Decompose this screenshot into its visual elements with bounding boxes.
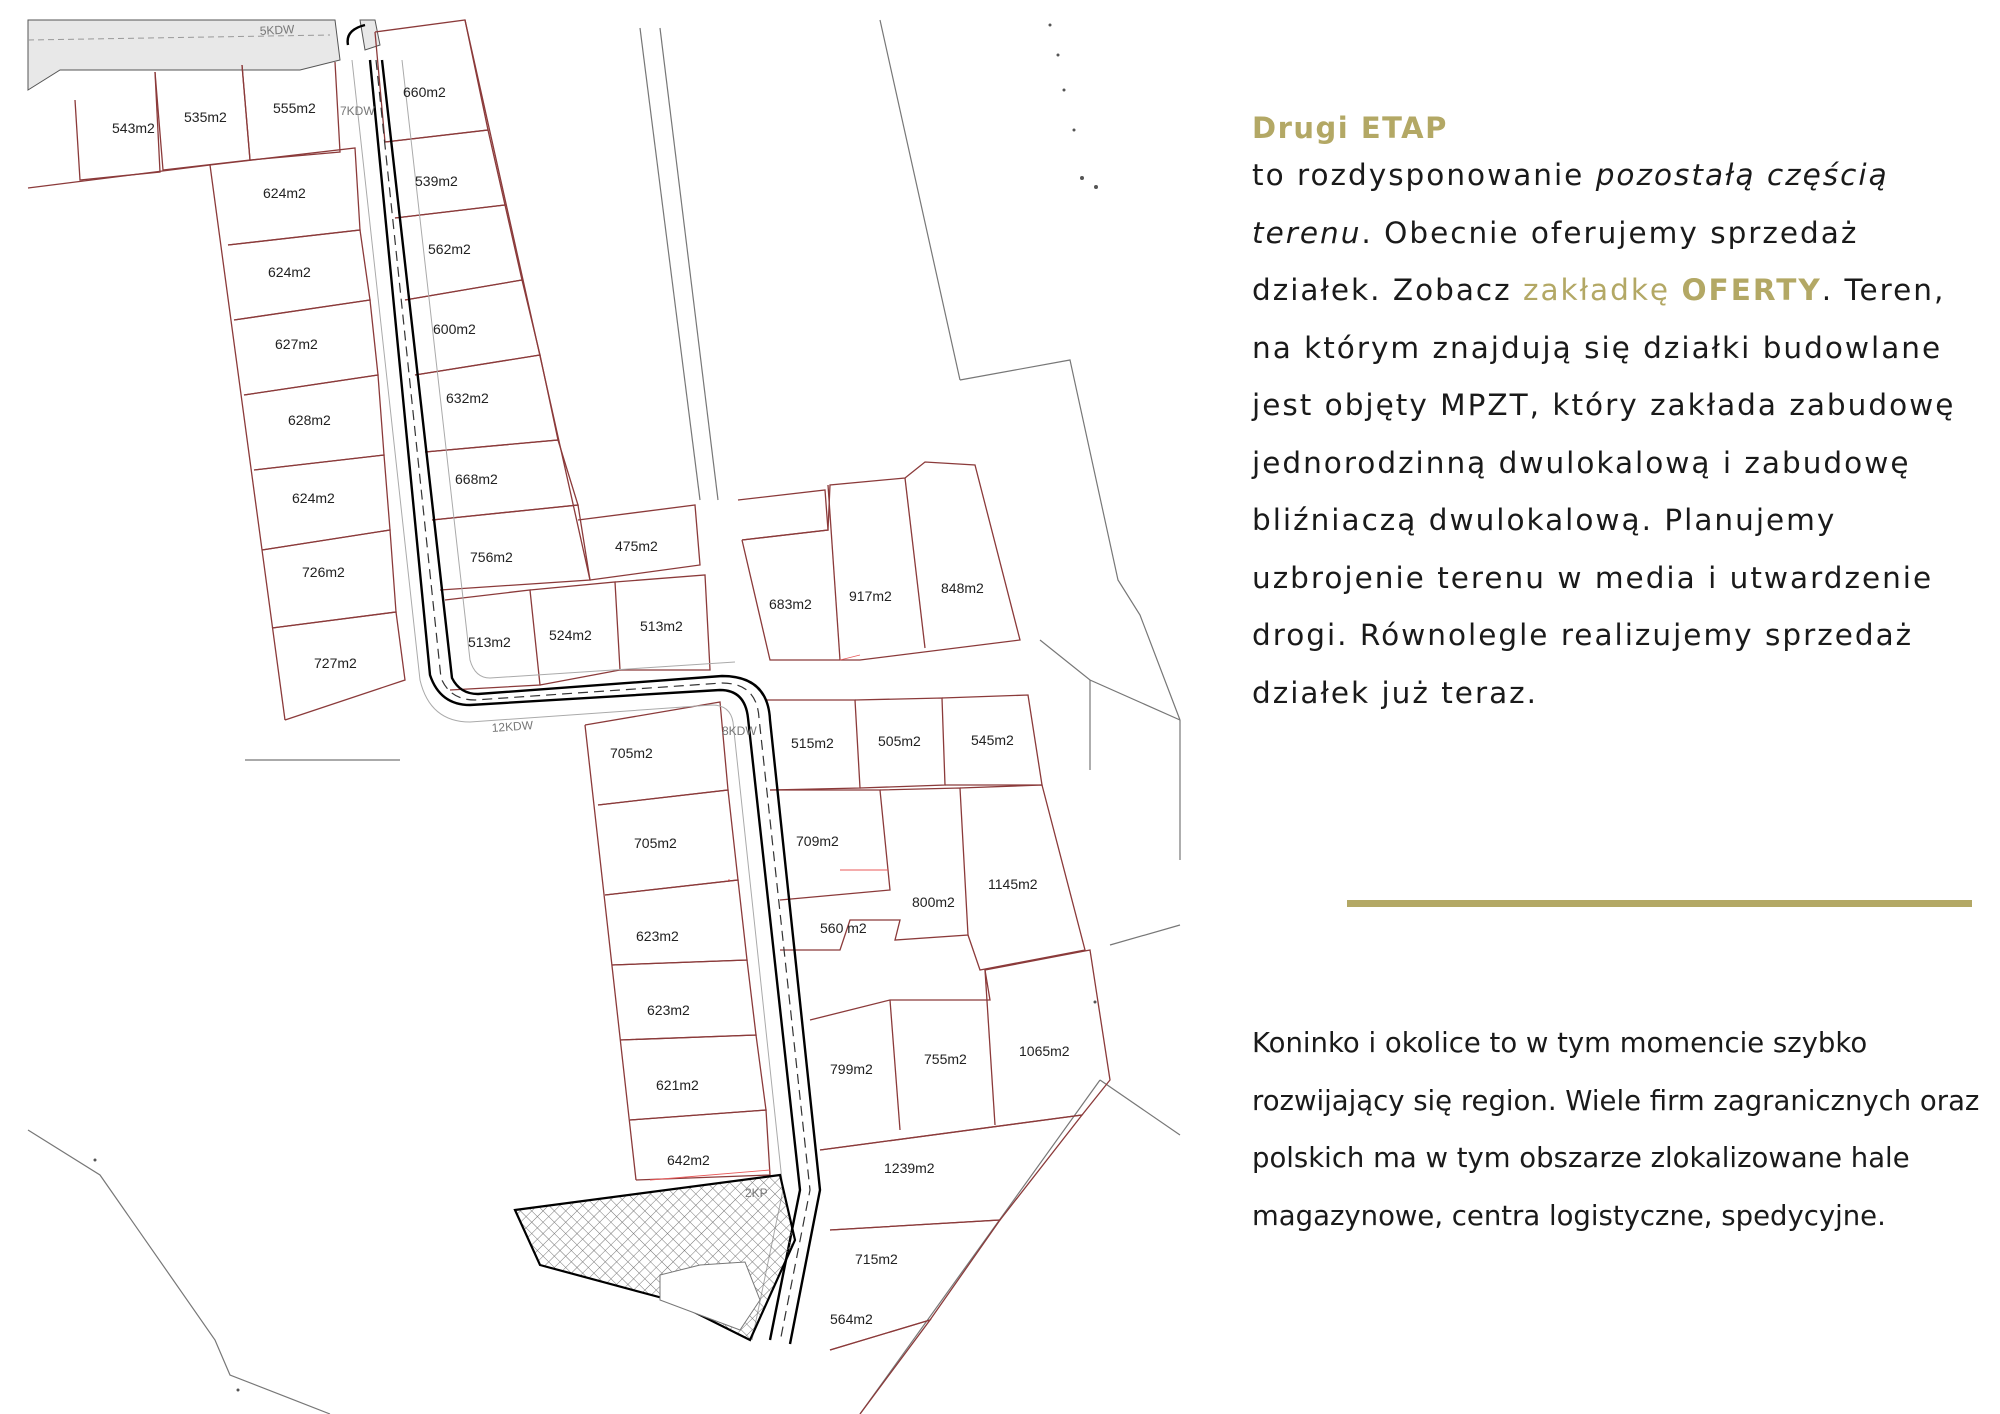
plot-label: 848m2 xyxy=(941,580,984,596)
road-label-12kdw: 12KDW xyxy=(491,718,534,735)
internal-roads xyxy=(348,25,820,1344)
stage-description xyxy=(1252,147,1992,722)
map-dots xyxy=(94,24,1099,1392)
road-label-2kp: 2KP xyxy=(745,1186,768,1200)
plot-label: 715m2 xyxy=(855,1251,898,1267)
plot-label: 535m2 xyxy=(184,109,227,125)
plot-label: 727m2 xyxy=(314,655,357,671)
road-label-5kdw: 5KDW xyxy=(259,22,295,38)
plot-label: 623m2 xyxy=(647,1002,690,1018)
plot-label: 800m2 xyxy=(912,894,955,910)
plot-label: 475m2 xyxy=(615,538,658,554)
plot-label: 628m2 xyxy=(288,412,331,428)
para1-part-a: to rozdysponowanie xyxy=(1252,158,1596,192)
plot-label: 642m2 xyxy=(667,1152,710,1168)
offers-tab-link[interactable]: zakładkę xyxy=(1523,273,1671,307)
plot-label: 621m2 xyxy=(656,1077,699,1093)
section-heading: Drugi ETAP xyxy=(1252,111,1448,145)
plot-label: 756m2 xyxy=(470,549,513,565)
plot-label: 917m2 xyxy=(849,588,892,604)
plot-label: 705m2 xyxy=(610,745,653,761)
plot-label: 755m2 xyxy=(924,1051,967,1067)
offers-link-bold[interactable]: OFERTY xyxy=(1681,273,1822,307)
plot-labels xyxy=(112,84,1070,1327)
plot-label: 632m2 xyxy=(446,390,489,406)
region-description: Koninko i okolice to w tym momencie szybko rozwijający się region. Wiele firm zagranicznych oraz polskich ma w tym obszarze zlokalizowane hale magazynowe, centra logistyczne, spedycyjne. xyxy=(1252,1027,1980,1232)
plot-label: 513m2 xyxy=(640,618,683,634)
plot-label: 623m2 xyxy=(636,928,679,944)
plot-label: 562m2 xyxy=(428,241,471,257)
plot-label: 1145m2 xyxy=(988,876,1038,892)
plot-label: 799m2 xyxy=(830,1061,873,1077)
plot-label: 1065m2 xyxy=(1019,1043,1070,1059)
plot-label: 624m2 xyxy=(292,490,335,506)
plot-label: 624m2 xyxy=(268,264,311,280)
top-road xyxy=(28,20,380,90)
offers-link-space xyxy=(1670,273,1681,307)
plot-label: 564m2 xyxy=(830,1311,873,1327)
plot-label: 709m2 xyxy=(796,833,839,849)
plot-label: 555m2 xyxy=(273,100,316,116)
plot-label: 543m2 xyxy=(112,120,155,136)
para1-part-b: . Obecnie oferujemy sprzedaż działek. Zobacz xyxy=(1252,215,1859,307)
section-divider xyxy=(1347,900,1972,907)
plot-label: 668m2 xyxy=(455,471,498,487)
para1-part-c: . Teren, na którym znajdują się działki budowlane jest objęty MPZT, który zakłada zabudowę jednorodzinną dwulokalową i zabudowę bliźniaczą dwulokalową. Planujemy uzbrojenie terenu w media i utwardzenie drogi. Równolegle realizujemy sprzedaż działek już teraz. xyxy=(1252,273,1956,710)
plot-label: 705m2 xyxy=(634,835,677,851)
plot-label: 513m2 xyxy=(468,634,511,650)
plot-label: 660m2 xyxy=(403,84,446,100)
plot-label: 524m2 xyxy=(549,627,592,643)
plot-label: 726m2 xyxy=(302,564,345,580)
plot-label: 683m2 xyxy=(769,596,812,612)
plot-label: 560 m2 xyxy=(820,920,867,936)
para1-emphasis: pozostałą częścią terenu xyxy=(1252,158,1889,250)
road-label-8kdw: 8KDW xyxy=(722,724,757,738)
plot-label: 624m2 xyxy=(263,185,306,201)
road-label-7kdw: 7KDW xyxy=(340,104,375,118)
plot-label: 600m2 xyxy=(433,321,476,337)
plot-label: 627m2 xyxy=(275,336,318,352)
road-labels xyxy=(259,22,767,1200)
plot-label: 505m2 xyxy=(878,733,921,749)
plot-label: 1239m2 xyxy=(884,1160,935,1176)
plot-label: 539m2 xyxy=(415,173,458,189)
description-column xyxy=(1252,110,1992,722)
plot-label: 545m2 xyxy=(971,732,1014,748)
plot-label: 515m2 xyxy=(791,735,834,751)
